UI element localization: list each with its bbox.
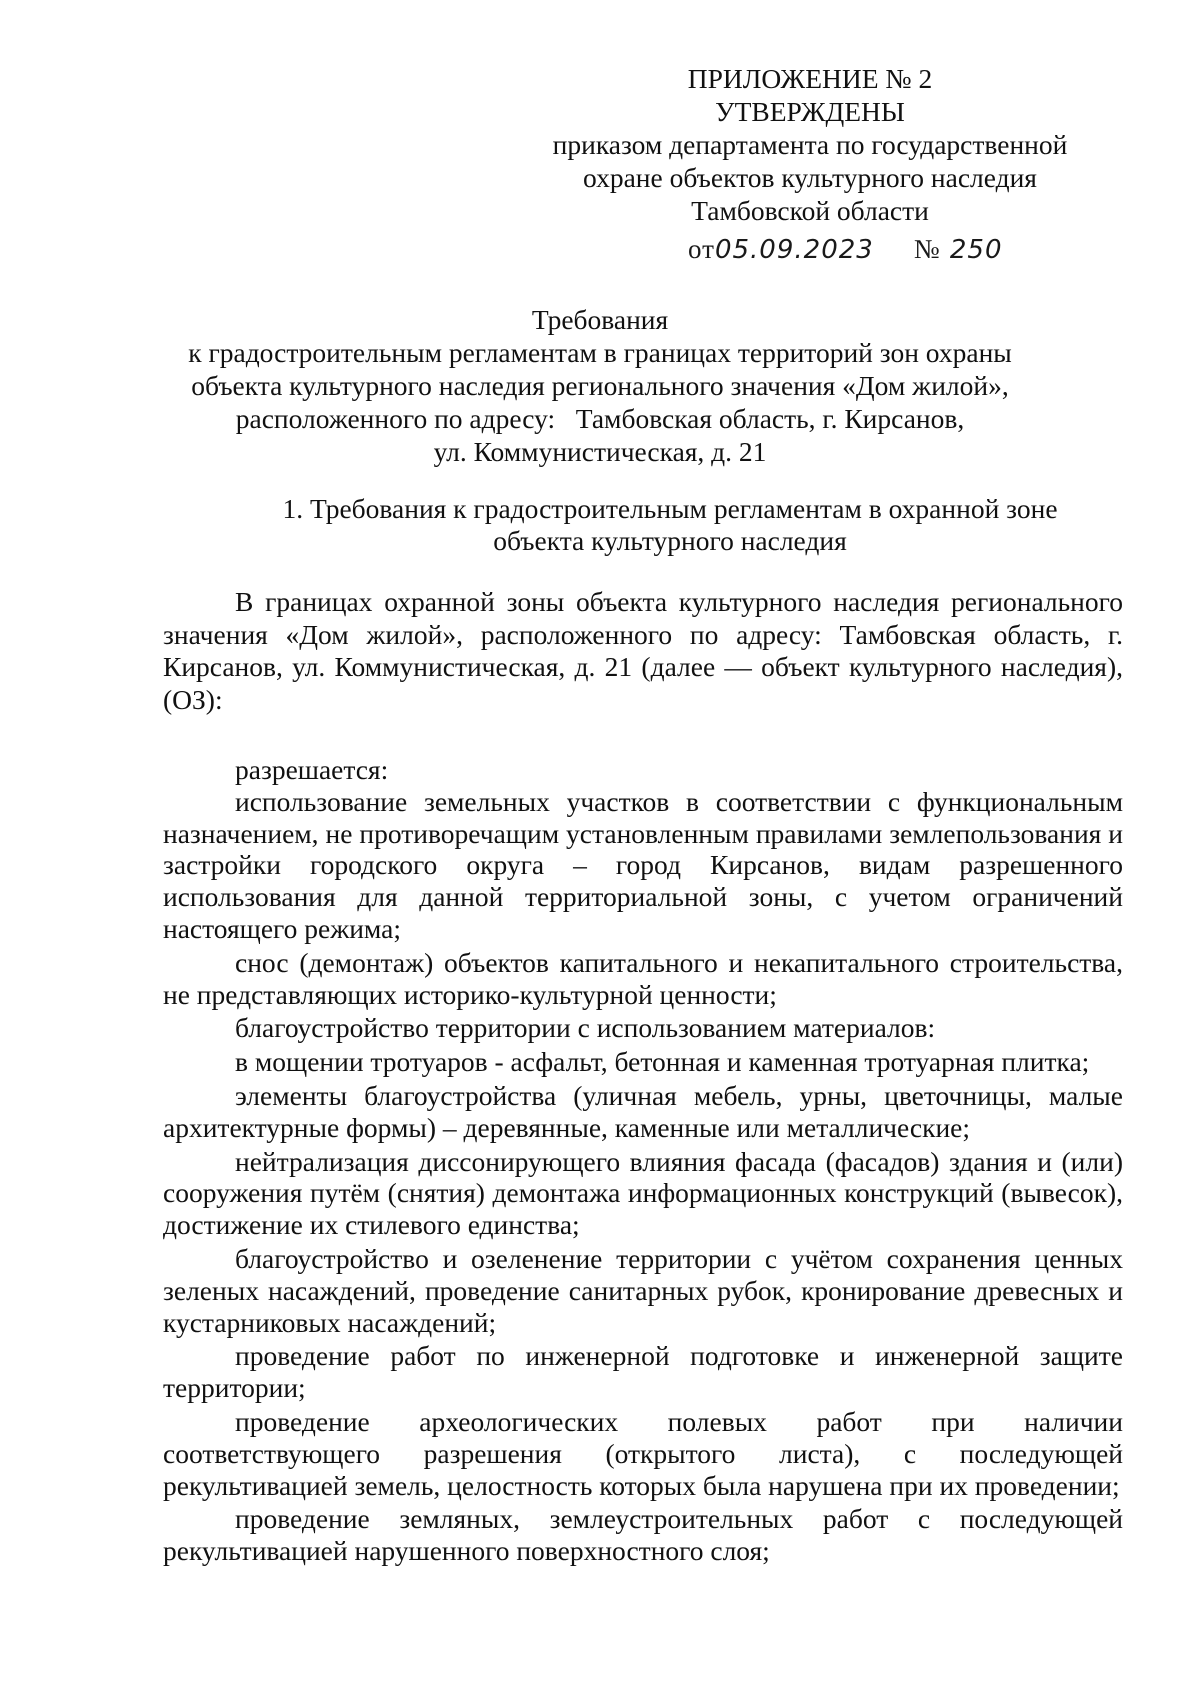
appendix-label: ПРИЛОЖЕНИЕ № 2 — [687, 63, 933, 94]
number-prefix: № — [913, 234, 941, 264]
allowed-list — [163, 754, 1123, 1569]
title-line-4: расположенного по адресу: Тамбовская область, г. Кирсанов, — [235, 403, 965, 434]
list-item: проведение археологических полевых работ при наличии соответствующего разрешения (открытого листа), с последующей рекультивацией земель, целостность которых была нарушена при их проведении; — [163, 1405, 1123, 1501]
title-line-2: к градостроительным регламентам в границах территорий зон охраны — [188, 337, 1012, 368]
approval-header — [530, 62, 1090, 227]
approved-label: УТВЕРЖДЕНЫ — [715, 96, 905, 127]
intro-paragraph: В границах охранной зоны объекта культурного наследия регионального значения «Дом жилой», расположенного по адресу: Тамбовская область, г. Кирсанов, ул. Коммунистическая, д. 21 (далее — объект культурного наследия), (ОЗ): — [163, 586, 1123, 715]
document-title — [150, 303, 1050, 468]
list-item: благоустройство и озеленение территории с учётом сохранения ценных зеленых насаждений, проведение санитарных рубок, кронирование древесных и кустарниковых насаждений; — [163, 1242, 1123, 1338]
handwritten-date: 05.09.2023 — [714, 235, 874, 265]
list-item: нейтрализация диссонирующего влияния фасада (фасадов) здания и (или) сооружения путём (снятия) демонтажа информационных конструкций (вывесок), достижение их стилевого единства; — [163, 1145, 1123, 1241]
date-prefix: от — [688, 234, 715, 264]
title-line-1: Требования — [531, 304, 669, 335]
section-1-heading — [230, 493, 1110, 557]
list-item: элементы благоустройства (уличная мебель, урны, цветочницы, малые архитектурные формы) – деревянные, каменные или металлические; — [163, 1079, 1123, 1143]
list-item: благоустройство территории с использованием материалов: — [235, 1012, 936, 1044]
list-item: проведение земляных, землеустроительных работ с последующей рекультивацией нарушенного поверхностного слоя; — [163, 1503, 1123, 1567]
handwritten-number: 250 — [949, 235, 1003, 265]
section-1-line-1: 1. Требования к градостроительным регламентам в охранной зоне — [282, 493, 1058, 524]
list-item: использование земельных участков в соответствии с функциональным назначением, не противоречащим установленным правилами землепользования и застройки городского округа – город Кирсанов, видам разрешенного использования для данной территориальной зоны, с учетом ограничений настоящего режима; — [163, 785, 1123, 944]
order-line-1: приказом департамента по государственной — [552, 129, 1068, 160]
list-item: в мощении тротуаров - асфальт, бетонная и каменная тротуарная плитка; — [235, 1046, 1090, 1078]
order-date-number — [688, 234, 1003, 265]
allowed-label: разрешается: — [235, 754, 389, 785]
section-1-line-2: объекта культурного наследия — [493, 525, 847, 556]
title-line-5: ул. Коммунистическая, д. 21 — [433, 436, 767, 467]
order-line-2: охране объектов культурного наследия — [583, 162, 1037, 193]
title-line-3: объекта культурного наследия регионального значения «Дом жилой», — [191, 370, 1009, 401]
order-line-3: Тамбовской области — [691, 195, 929, 226]
list-item: снос (демонтаж) объектов капитального и некапитального строительства, не представляющих историко-культурной ценности; — [163, 946, 1123, 1010]
list-item: проведение работ по инженерной подготовке и инженерной защите территории; — [163, 1340, 1123, 1404]
